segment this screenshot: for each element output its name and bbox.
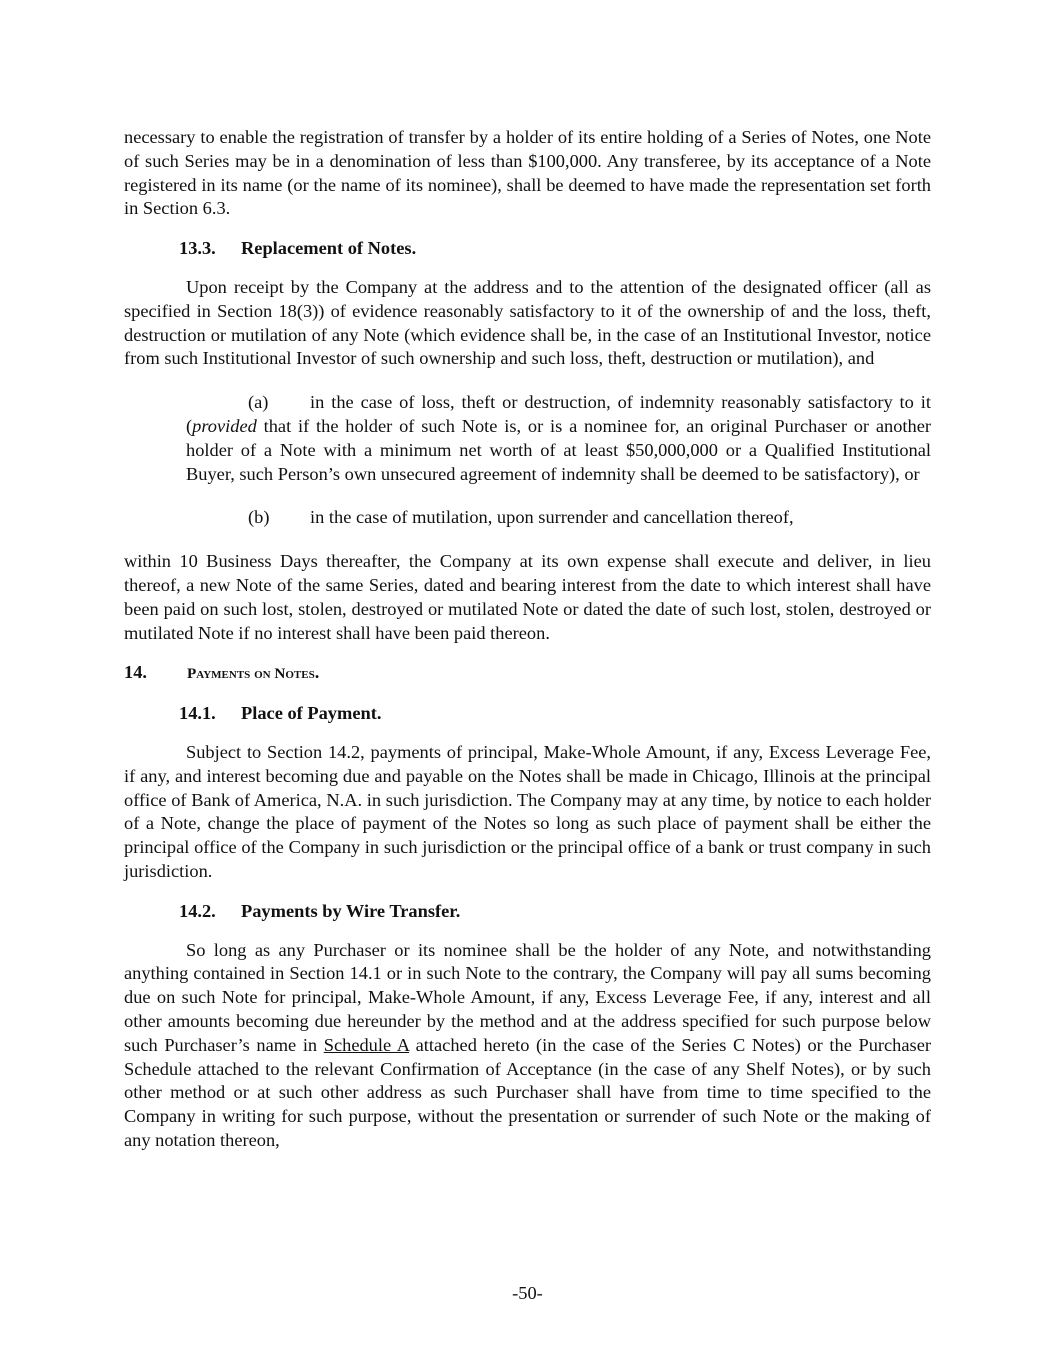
intro-paragraph: necessary to enable the registration of transfer by a holder of its entire holding of a Series of Notes, one Note of such Series may be in a denomination of less than $100,000. Any transferee, by its acceptance of a Note registered in its name (or the name of its nominee), shall be deemed to have made the representation set forth in Section 6.3. (124, 127, 931, 219)
page-number: -50- (512, 1283, 543, 1303)
clause-a-label: (a) (248, 392, 269, 413)
section-14-2-body-part-1: So long as any Purchaser or its nominee shall be the holder of any Note, and notwithstanding anything contained in Section 14.1 or in such Note to the contrary, the Company will pay all sums becoming due on such Note for principal, Make-Whole Amount, if any, Excess Leverage Fee, if any, interest and all other amounts becoming due hereunder by the method and at the address specified for such purpose below such Purchaser’s name in (124, 939, 931, 1055)
section-14-number: 14. (124, 662, 147, 683)
clause-a-italic: provided (192, 415, 257, 436)
section-14-heading: 14. Payments on Notes. (124, 661, 931, 686)
clause-b-text: in the case of mutilation, upon surrender and cancellation thereof, (310, 507, 794, 528)
clause-b-label: (b) (248, 507, 270, 528)
section-13-3-number: 13.3. (179, 238, 216, 259)
section-14-1-number: 14.1. (179, 703, 216, 724)
schedule-a-reference: Schedule A (323, 1034, 410, 1055)
section-13-3-heading (124, 237, 931, 261)
section-13-3-closing: within 10 Business Days thereafter, the Company at its own expense shall execute and deliver, in lieu thereof, a new Note of the same Series, dated and bearing interest from the date to which interest shall have been paid on such lost, stolen, destroyed or mutilated Note or dated the date of such lost, stolen, destroyed or mutilated Note if no interest shall have been paid thereon. (124, 551, 931, 643)
section-14-2-heading (124, 900, 931, 924)
section-14-2-title: Payments by Wire Transfer. (241, 900, 461, 921)
clause-b (124, 506, 931, 530)
clause-a-text-2: that if the holder of such Note is, or is a nominee for, an original Purchaser or another holder of a Note with a minimum net worth of at least $50,000,000 or a Qualified Institutional Buyer, such Person’s own unsecured agreement of indemnity shall be deemed to be satisfactory), or (186, 415, 931, 484)
document-page (124, 126, 931, 1153)
section-14-1-body: Subject to Section 14.2, payments of principal, Make-Whole Amount, if any, Excess Leverage Fee, if any, and interest becoming due and payable on the Notes shall be made in Chicago, Illinois at the principal office of Bank of America, N.A. in such jurisdiction. The Company may at any time, by notice to each holder of a Note, change the place of payment of the Notes so long as such place of payment shall be either the principal office of the Company in such jurisdiction or the principal office of a bank or trust company in such jurisdiction. (124, 741, 931, 881)
section-14-1-title: Place of Payment. (241, 703, 382, 724)
section-14-2-number: 14.2. (179, 900, 216, 921)
section-14-2-body (124, 939, 931, 1153)
section-13-3-body: Upon receipt by the Company at the address and to the attention of the designated officer (all as specified in Section 18(3)) of evidence reasonably satisfactory to it of the ownership of and the loss, theft, destruction or mutilation of any Note (which evidence shall be, in the case of an Institutional Investor, notice from such Institutional Investor of such ownership and such loss, theft, destruction or mutilation), and (124, 276, 931, 369)
section-14-1-heading (124, 702, 931, 726)
clause-a-text-1: in the case of loss, theft or destruction, of indemnity reasonably satisfactory to it ( (186, 392, 931, 436)
section-14-title: Payments on Notes (187, 665, 315, 683)
section-14-2-body-part-2: attached hereto (in the case of the Series C Notes) or the Purchaser Schedule attached to the relevant Confirmation of Acceptance (in the case of any Shelf Notes), or by such other method or at such other address as such Purchaser shall have from time to time specified to the Company in writing for such purpose, without the presentation or surrender of such Note or the making of any notation thereon, (124, 1034, 931, 1150)
clause-a (124, 391, 931, 486)
section-13-3-title: Replacement of Notes. (241, 238, 417, 259)
